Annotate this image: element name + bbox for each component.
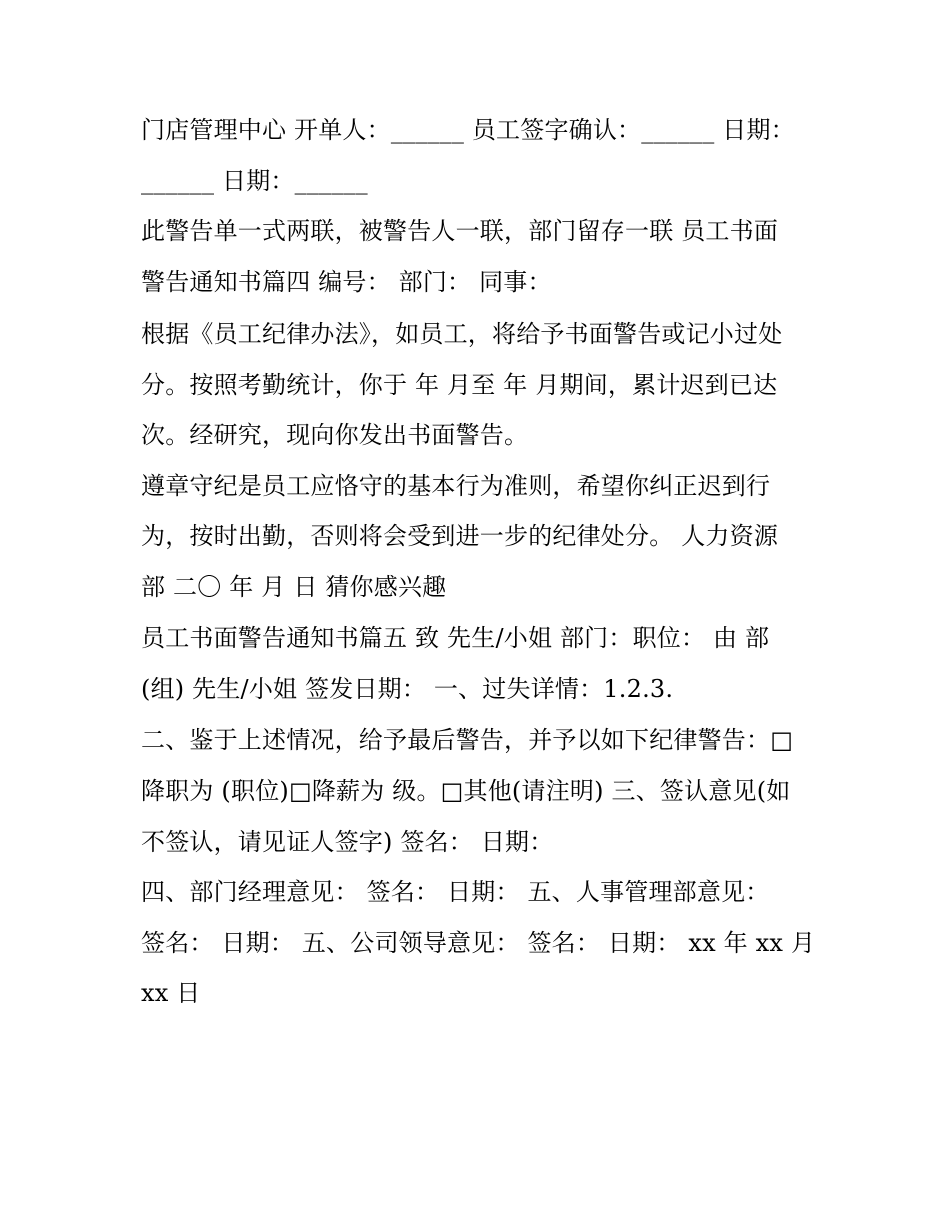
text-line-9: 为，按时出勤，否则将会受到进一步的纪律处分。 人力资源 (141, 522, 779, 550)
text-line-2: ______ 日期：______ (141, 167, 368, 195)
text-line-11: 员工书面警告通知书篇五 致 先生/小姐 部门：职位： 由 部 (141, 624, 770, 652)
text-line-5: 根据《员工纪律办法》，如员工，将给予书面警告或记小过处 (141, 320, 783, 348)
text-line-13: 二、鉴于上述情况，给予最后警告，并予以如下纪律警告：□ (141, 726, 794, 754)
text-line-17: 签名： 日期： 五、公司领导意见： 签名： 日期： xx 年 xx 月 (141, 929, 816, 957)
text-line-15: 不签认，请见证人签字) 签名： 日期： (141, 828, 554, 856)
text-line-10: 部 二〇 年 月 日 猜你感兴趣 (141, 573, 447, 601)
text-line-6: 分。按照考勤统计，你于 年 月至 年 月期间，累计迟到已达 (141, 371, 778, 399)
text-line-8: 遵章守纪是员工应恪守的基本行为准则，希望你纠正迟到行 (141, 472, 771, 500)
text-line-16: 四、部门经理意见： 签名： 日期： 五、人事管理部意见： (141, 878, 770, 906)
text-line-14: 降职为 (职位)□降薪为 级。□其他(请注明) 三、签认意见(如 (141, 777, 791, 805)
text-line-1: 门店管理中心 开单人：______ 员工签字确认：______ 日期： (141, 116, 795, 144)
text-line-12: (组) 先生/小姐 签发日期： 一、过失详情：1.2.3. (141, 675, 674, 703)
text-line-18: xx 日 (141, 979, 201, 1007)
text-line-3: 此警告单一式两联，被警告人一联，部门留存一联 员工书面 (141, 217, 779, 245)
text-line-4: 警告通知书篇四 编号： 部门： 同事： (141, 268, 552, 296)
text-line-7: 次。经研究，现向你发出书面警告。 (141, 421, 529, 449)
